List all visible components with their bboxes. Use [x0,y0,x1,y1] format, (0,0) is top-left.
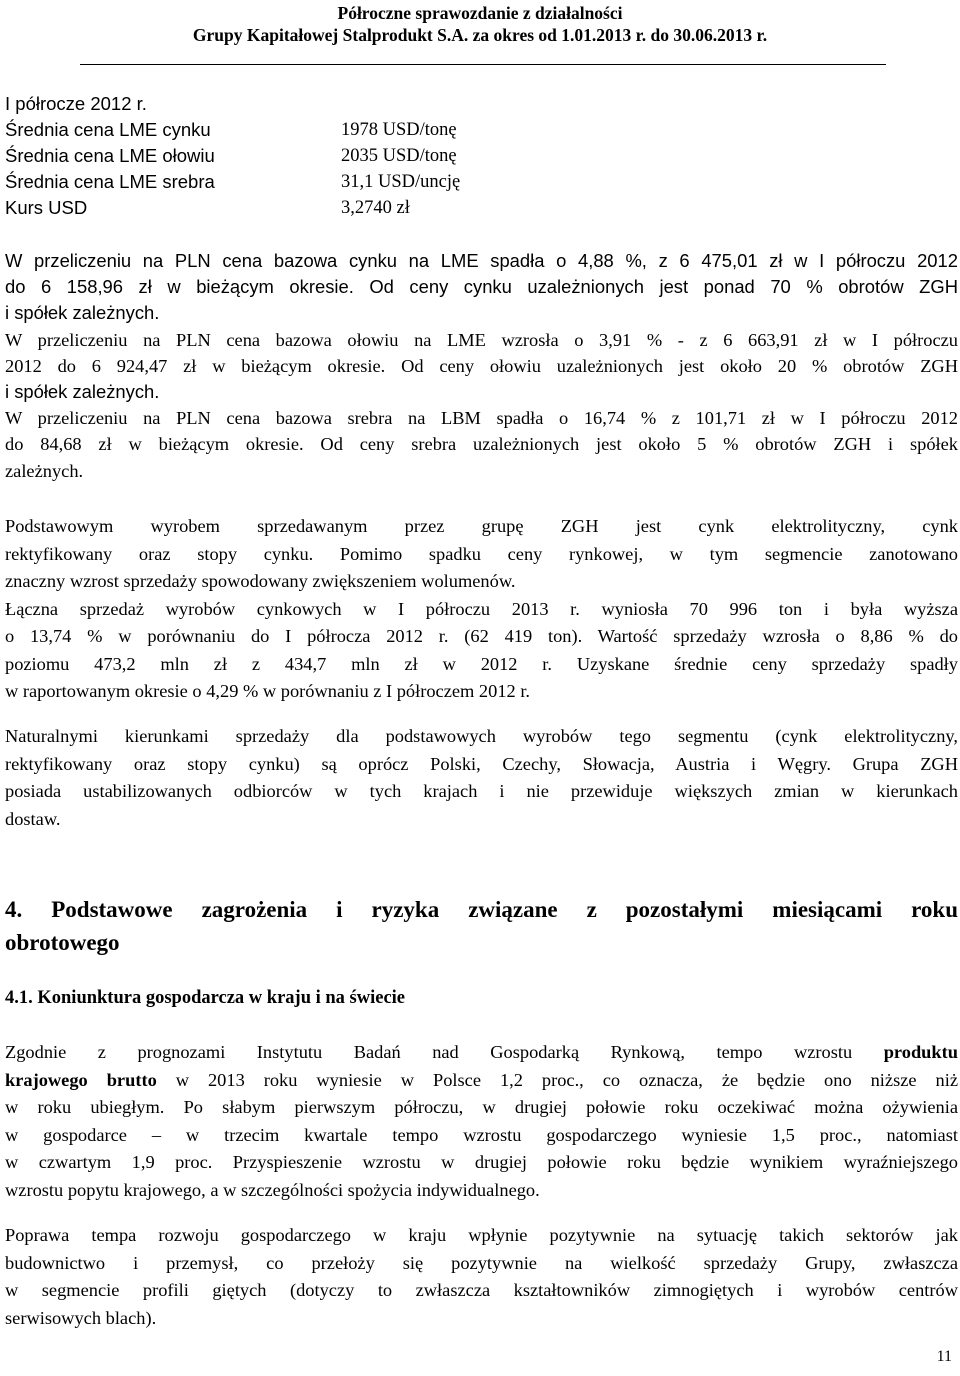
prices-row-value: 31,1 USD/uncję [341,172,461,192]
text-line: Poprawa tempa rozwoju gospodarczego w kraju wpłynie pozytywnie na sytuację takich sektorów jak [5,1225,958,1245]
text-line: wzrostu popytu krajowego, a w szczególności spożycia indywidualnego. [5,1179,540,1200]
forecast-bold-text: produktu [883,1042,958,1062]
subsection-heading: 4.1. Koniunktura gospodarcza w kraju i na świecie [5,988,406,1008]
text-line: w czwartym 1,9 proc. Przyspieszenie wzrostu w drugiej połowie roku będzie wynikiem wyraźniejszego [5,1152,958,1172]
text-line: w segmencie profili giętych (dotyczy to zwłaszcza kształtowników zimnogiętych i wyrobów centrów [5,1280,958,1300]
prices-row-label: Średnia cena LME cynku [5,119,211,140]
text-line [5,1067,958,1095]
text-line: zależnych. [5,460,84,481]
header-title-line1: Półroczne sprawozdanie z działalności [337,3,623,23]
text-line: poziomu 473,2 mln zł z 434,7 mln zł w 2012 r. Uzyskane średnie ceny sprzedaży spadły [5,653,958,674]
text-line: Podstawowym wyrobem sprzedawanym przez grupę ZGH jest cynk elektrolityczny, cynk [5,516,958,536]
prices-row-value: 1978 USD/tonę [341,120,457,140]
text-line: posiada ustabilizowanych odbiorców w tych krajach i nie przewiduje większych zmian w kierunkach [5,781,958,801]
text-line: w roku ubiegłym. Po słabym pierwszym półroczu, w drugiej połowie roku oczekiwać można ożywienia [5,1097,958,1117]
page-number: 11 [936,1348,952,1365]
text-line: o 13,74 % w porównaniu do I półrocza 2012 r. (62 419 ton). Wartość sprzedaży wzrosła o 8,86 % do [5,626,958,646]
prices-row-value: 2035 USD/tonę [341,146,457,166]
section-heading [5,893,958,959]
text-line: do 6 158,96 zł w bieżącym okresie. Od ceny cynku uzależnionych jest ponad 70 % obrotów ZGH [5,276,958,298]
text-line: w gospodarce – w trzecim kwartale tempo wzrostu gospodarczego wyniesie 1,5 proc., natomiast [5,1124,958,1145]
text-line: rektyfikowany oraz stopy cynku) są oprócz Polski, Czechy, Słowacja, Austria i Węgry. Grupa ZGH [5,753,958,774]
text-line: do 84,68 zł w bieżącym okresie. Od ceny srebra uzależnionych jest około 5 % obrotów ZGH i spółek [5,434,958,455]
text-line: i spółek zależnych. [5,381,160,403]
header-title-line2: Grupy Kapitałowej Stalprodukt S.A. za okres od 1.01.2013 r. do 30.06.2013 r. [192,25,768,45]
text-line: dostaw. [5,808,61,829]
prices-table-title: I półrocze 2012 r. [5,93,147,114]
text-line: Łączna sprzedaż wyrobów cynkowych w I półroczu 2013 r. wyniosła 70 996 ton i była wyższa [5,598,958,619]
text-line: rektyfikowany oraz stopy cynku. Pomimo spadku ceny rynkowej, w tym segmencie zanotowano [5,543,958,564]
prices-row-label: Kurs USD [5,197,88,218]
prices-row-value: 3,2740 zł [341,198,410,218]
text-line: W przeliczeniu na PLN cena bazowa srebra na LBM spadła o 16,74 % z 101,71 zł w I półroczu 2012 [5,408,958,429]
section-heading-line2: obrotowego [5,930,120,955]
products-paragraph [5,513,958,706]
section-heading-line1: 4. Podstawowe zagrożenia i ryzyka związane z pozostałymi miesiącami roku [5,897,958,922]
header-rule [80,64,886,65]
metal-prices-paragraph [5,248,958,484]
sales-directions-paragraph [5,723,958,833]
text-line [5,1039,958,1067]
text-line: W przeliczeniu na PLN cena bazowa ołowiu na LME wzrosła o 3,91 % - z 6 663,91 zł w I półroczu [5,329,958,350]
text-line: serwisowych blach). [5,1307,157,1328]
text-line: znaczny wzrost sprzedaży spowodowany zwiększeniem wolumenów. [5,571,516,591]
forecast-text: w 2013 roku wyniesie w Polsce 1,2 proc., co oznacza, że będzie ono niższe niż [175,1069,958,1090]
text-line: W przeliczeniu na PLN cena bazowa cynku na LME spadła o 4,88 %, z 6 475,01 zł w I półroczu 2012 [5,250,958,271]
text-line: i spółek zależnych. [5,302,160,324]
text-line: budownictwo i przemysł, co przełoży się pozytywnie na wielkość sprzedaży Grupy, zwłaszcza [5,1252,958,1273]
prices-row-label: Średnia cena LME srebra [5,171,215,192]
forecast-bold-text: krajowego brutto [5,1069,157,1090]
prices-row-label: Średnia cena LME ołowiu [5,145,215,166]
forecast-text: Zgodnie z prognozami Instytutu Badań nad Gospodarką Rynkową, tempo wzrostu [5,1042,853,1062]
text-line: 2012 do 6 924,47 zł w bieżącym okresie. Od ceny ołowiu uzależnionych jest około 20 % obrotów ZGH [5,355,958,376]
forecast-paragraph [5,1039,958,1204]
text-line: Naturalnymi kierunkami sprzedaży dla podstawowych wyrobów tego segmentu (cynk elektrolityczny, [5,726,958,746]
economy-paragraph [5,1222,958,1332]
text-line: w raportowanym okresie o 4,29 % w porównaniu z I półroczem 2012 r. [5,681,531,701]
